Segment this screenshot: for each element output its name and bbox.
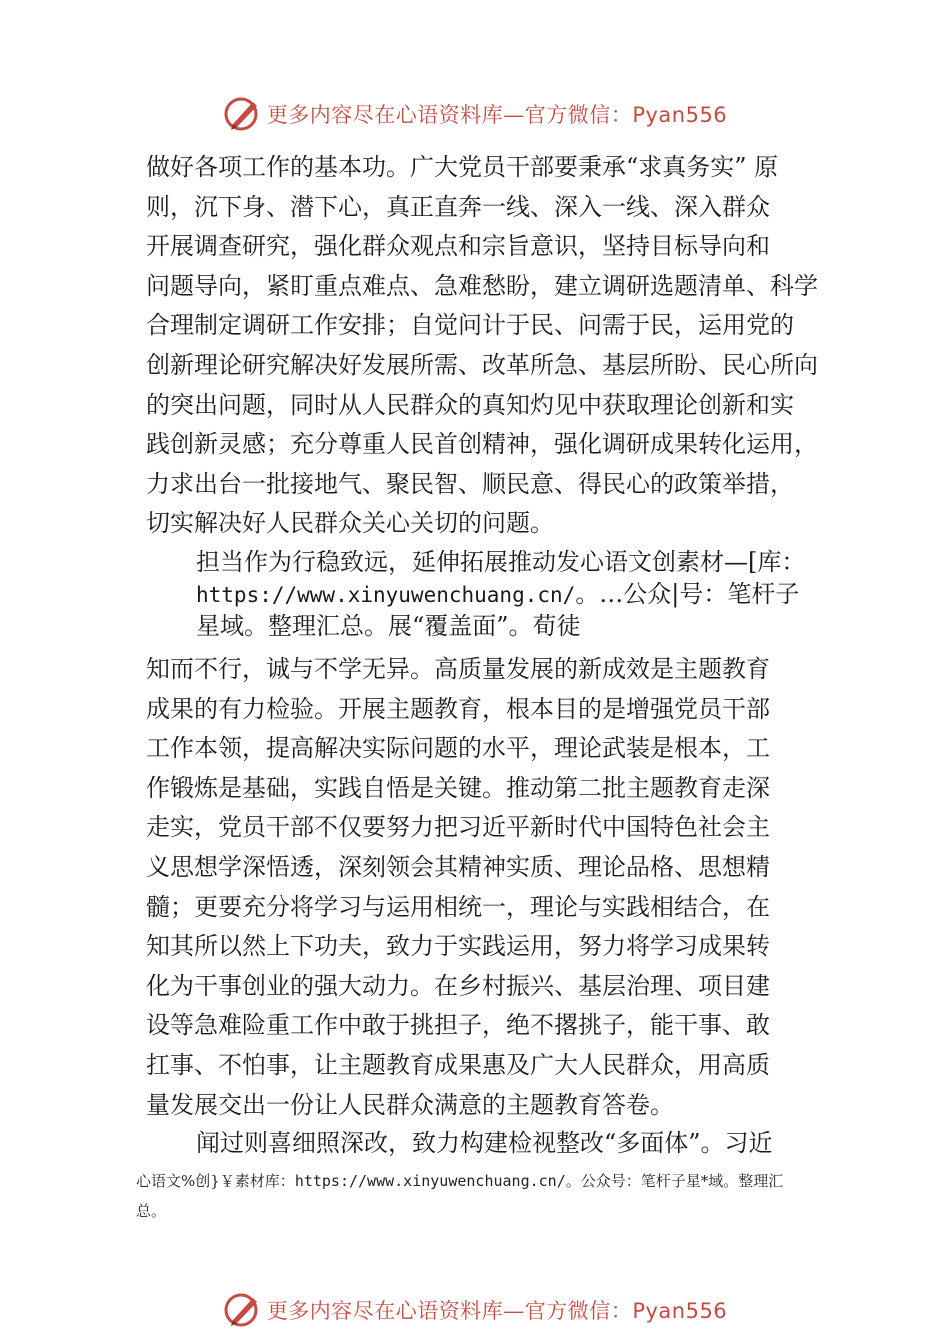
url-link[interactable]: https://www.xinyuwenchuang.cn/ <box>196 583 576 607</box>
text-line: 的突出问题，同时从人民群众的真知灼见中获取理论创新和实 <box>146 390 794 419</box>
footnote <box>136 1166 836 1226</box>
pen-logo-icon <box>223 1290 263 1330</box>
text-line: 髓；更要充分将学习与运用相统一，理论与实践相结合，在 <box>146 892 770 921</box>
banner-text: 更多内容尽在心语资料库—官方微信：Pyan556 <box>266 103 728 127</box>
text-line: 知而不行，诚与不学无异。高质量发展的新成效是主题教育 <box>146 655 770 683</box>
pen-logo-icon <box>223 94 263 134</box>
text-line: 量发展交出一份让人民群众满意的主题教育答卷。 <box>146 1090 674 1119</box>
text-line: 知其所以然上下功夫，致力于实践运用，努力将学习成果转 <box>146 932 770 961</box>
text-line: 成果的有力检验。开展主题教育，根本目的是增强党员干部 <box>146 694 770 723</box>
paragraph-2 <box>146 650 836 1125</box>
wechat-id: Pyan556 <box>632 1299 728 1323</box>
paragraph-1 <box>146 148 836 544</box>
inserted-watermark-text <box>196 546 836 642</box>
text-line: 作锻炼是基础，实践自悟是关键。推动第二批主题教育走深 <box>146 773 770 802</box>
header-banner <box>0 92 950 136</box>
footer-banner <box>0 1288 950 1332</box>
text-line: 义思想学深悟透，深刻领会其精神实质、理论品格、思想精 <box>146 852 770 881</box>
text-line: 合理制定调研工作安排；自觉问计于民、问需于民，运用党的 <box>146 311 794 340</box>
text-line: 设等急难险重工作中敢于挑担子，绝不撂挑子，能干事、敢 <box>146 1011 770 1040</box>
text-line: 问题导向，紧盯重点难点、急难愁盼，建立调研选题清单、科学 <box>146 271 818 300</box>
footnote-url-link[interactable]: https://www.xinyuwenchuang.cn/ <box>294 1172 566 1190</box>
footnote-line: 总。 <box>136 1202 167 1220</box>
text-line: 则，沉下身、潜下心，真正直奔一线、深入一线、深入群众 <box>146 192 770 221</box>
text-line: 星域。整理汇总。展“覆盖面”。荀徒 <box>196 612 581 640</box>
text-line: 走实，党员干部不仅要努力把习近平新时代中国特色社会主 <box>146 813 770 842</box>
text-line: 践创新灵感；充分尊重人民首创精神，强化调研成果转化运用， <box>146 430 818 459</box>
text-line: 做好各项工作的基本功。广大党员干部要秉承“求真务实” 原 <box>146 153 779 181</box>
text-line: 化为干事创业的强大动力。在乡村振兴、基层治理、项目建 <box>146 971 770 1000</box>
paragraph-3: 闻过则喜细照深改，致力构建检视整改“多面体”。习近 <box>196 1129 773 1157</box>
text-line: 力求出台一批接地气、聚民智、顺民意、得民心的政策举措， <box>146 469 794 498</box>
footnote-line: 心语文%创}￥素材库：https://www.xinyuwenchuang.cn/。公众号：笔杆子星*域。整理汇 <box>136 1172 784 1190</box>
text-line: https://www.xinyuwenchuang.cn/。…公众|号：笔杆子 <box>196 580 800 608</box>
text-line: 扛事、不怕事，让主题教育成果惠及广大人民群众，用高质 <box>146 1050 770 1079</box>
banner-text: 更多内容尽在心语资料库—官方微信：Pyan556 <box>266 1299 728 1323</box>
wechat-id: Pyan556 <box>632 103 728 127</box>
text-line: 担当作为行稳致远，延伸拓展推动发心语文创素材—[库： <box>196 548 806 576</box>
text-line: 创新理论研究解决好发展所需、改革所急、基层所盼、民心所向 <box>146 350 818 379</box>
text-line: 切实解决好人民群众关心关切的问题。 <box>146 509 554 538</box>
text-line: 开展调查研究，强化群众观点和宗旨意识，坚持目标导向和 <box>146 232 770 261</box>
text-line: 工作本领，提高解决实际问题的水平，理论武装是根本，工 <box>146 734 770 763</box>
